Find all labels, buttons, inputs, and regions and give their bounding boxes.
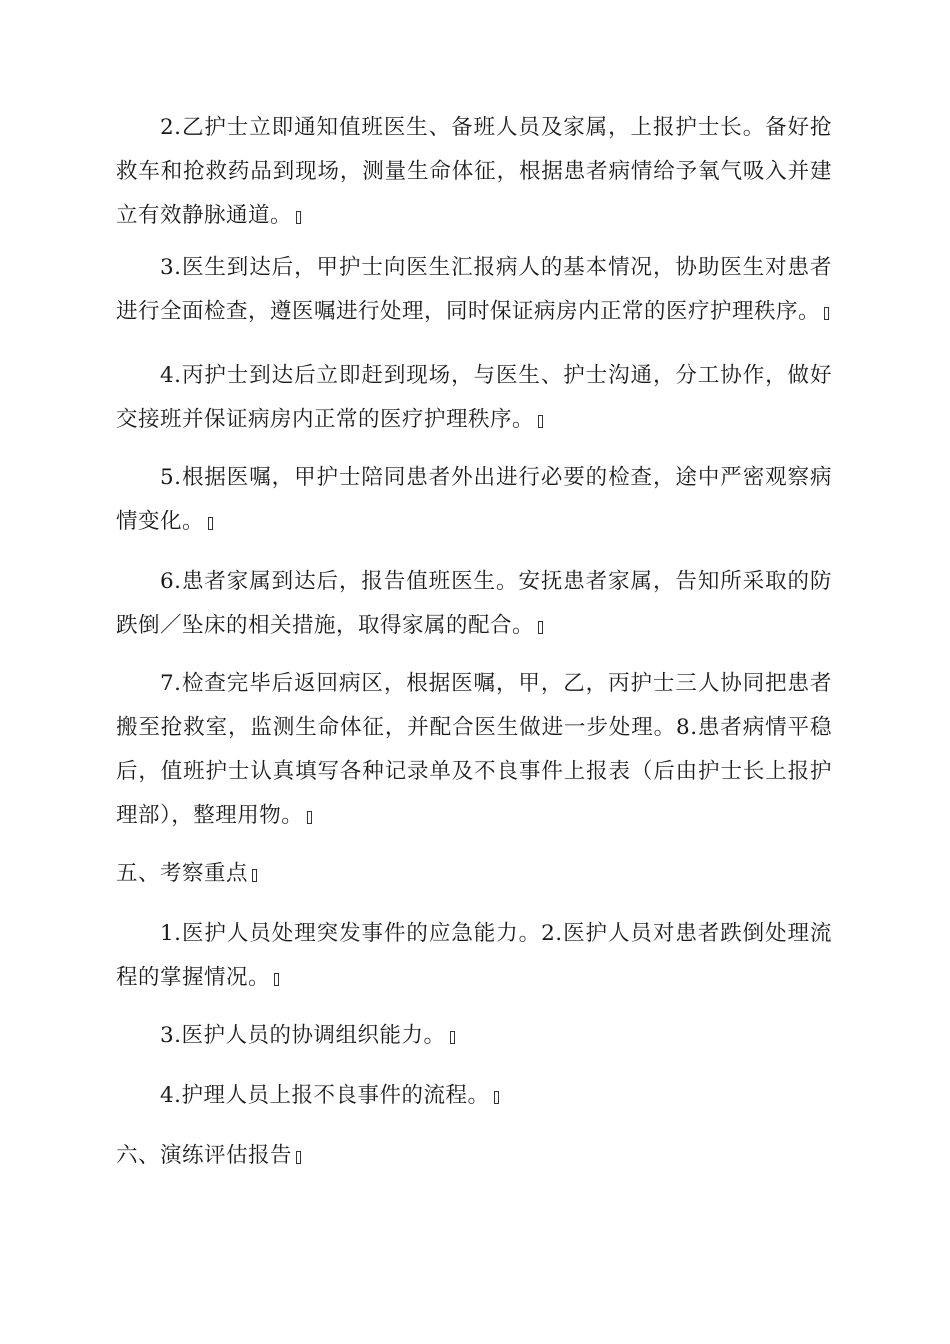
placeholder-glyph-icon (296, 211, 301, 224)
paragraph-text: 4.护理人员上报不良事件的流程。 (160, 1083, 490, 1108)
heading-text: 五、考察重点 (116, 861, 249, 886)
placeholder-glyph-icon (208, 517, 213, 530)
paragraph-text: 4.丙护士到达后立即赶到现场，与医生、护士沟通，分工协作，做好交接班并保证病房内正常的医疗护理秩序。 (116, 363, 832, 432)
paragraph-step-4 (116, 354, 832, 442)
placeholder-glyph-icon (538, 415, 543, 428)
paragraph-focus-3 (116, 1014, 832, 1058)
heading-text: 六、演练评估报告 (116, 1143, 293, 1168)
placeholder-glyph-icon (307, 811, 312, 824)
paragraph-text: 7.检查完毕后返回病区，根据医嘱，甲，乙，丙护士三人协同把患者搬至抢救室，监测生命体征，并配合医生做进一步处理。8.患者病情平稳后，值班护士认真填写各种记录单及不良事件上报表（后由护士长上报护理部），整理用物。 (116, 671, 832, 828)
paragraph-text: 6.患者家属到达后，报告值班医生。安抚患者家属，告知所采取的防跌倒／坠床的相关措施，取得家属的配合。 (116, 569, 832, 638)
paragraph-text: 3.医生到达后，甲护士向医生汇报病人的基本情况，协助医生对患者进行全面检查，遵医嘱进行处理，同时保证病房内正常的医疗护理秩序。 (116, 255, 832, 324)
placeholder-glyph-icon (450, 1031, 455, 1044)
paragraph-step-7-8 (116, 662, 832, 838)
paragraph-text: 2.乙护士立即通知值班医生、备班人员及家属，上报护士长。备好抢救车和抢救药品到现场，测量生命体征，根据患者病情给予氧气吸入并建立有效静脉通道。 (116, 115, 832, 228)
placeholder-glyph-icon (494, 1091, 499, 1104)
paragraph-step-3 (116, 246, 832, 334)
paragraph-text: 3.医护人员的协调组织能力。 (160, 1023, 446, 1048)
paragraph-step-6 (116, 560, 832, 648)
placeholder-glyph-icon (538, 621, 543, 634)
placeholder-glyph-icon (296, 1151, 301, 1164)
section-heading-6 (116, 1134, 832, 1178)
paragraph-focus-4 (116, 1074, 832, 1118)
paragraph-text: 1.医护人员处理突发事件的应急能力。2.医护人员对患者跌倒处理流程的掌握情况。 (116, 921, 832, 990)
paragraph-step-2 (116, 106, 832, 238)
placeholder-glyph-icon (274, 973, 279, 986)
placeholder-glyph-icon (252, 869, 257, 882)
paragraph-focus-1-2 (116, 912, 832, 1000)
placeholder-glyph-icon (824, 307, 829, 320)
paragraph-text: 5.根据医嘱，甲护士陪同患者外出进行必要的检查，途中严密观察病情变化。 (116, 465, 832, 534)
section-heading-5 (116, 852, 832, 896)
paragraph-step-5 (116, 456, 832, 544)
